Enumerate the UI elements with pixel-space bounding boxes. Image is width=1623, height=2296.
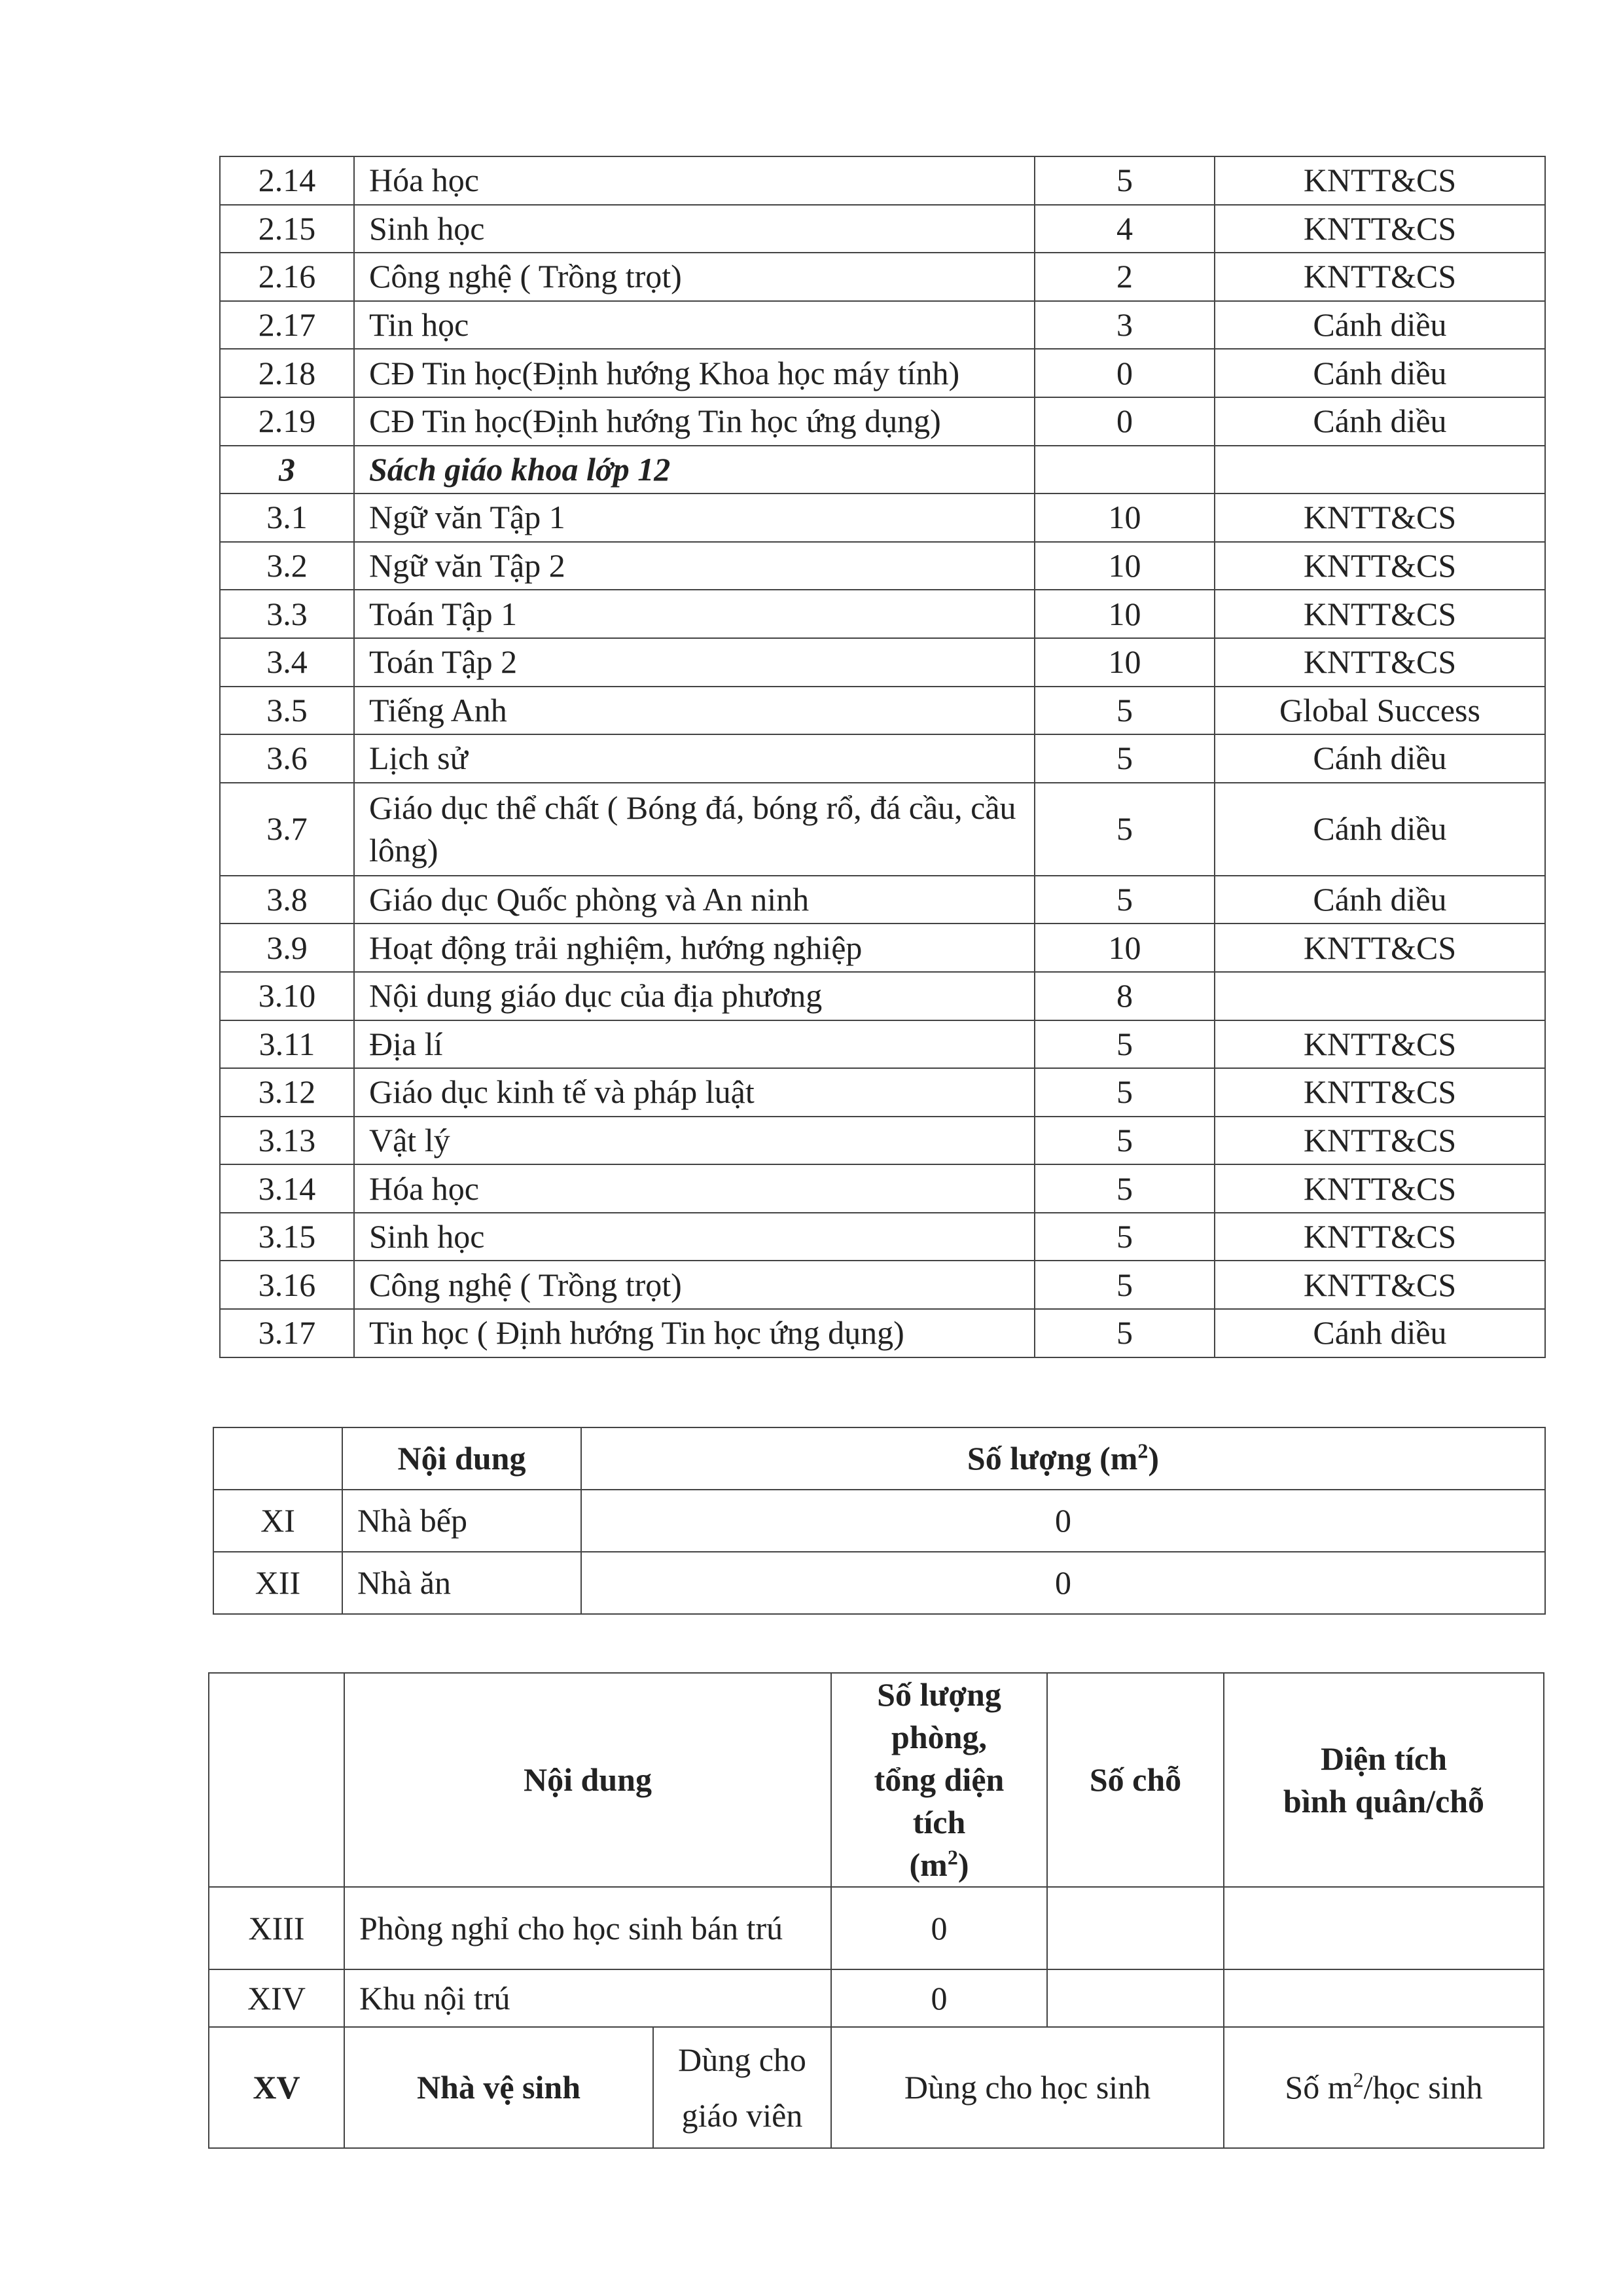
- section-row: [220, 446, 1545, 494]
- toilet-teacher-line2: giáo viên: [681, 2096, 803, 2134]
- row-title: Ngữ văn Tập 2: [354, 542, 1035, 590]
- row-number: 2.17: [220, 301, 354, 350]
- row-number: 3.15: [220, 1213, 354, 1261]
- row-quantity: 5: [1035, 1261, 1215, 1309]
- row-publisher: [1215, 446, 1545, 494]
- row-title: Hóa học: [354, 1164, 1035, 1213]
- row-number: 3.14: [220, 1164, 354, 1213]
- table-row: [220, 1261, 1545, 1309]
- table-row: [220, 876, 1545, 924]
- row-title: Lịch sử: [354, 734, 1035, 783]
- row-number: 3.2: [220, 542, 354, 590]
- row-quantity: 3: [1035, 301, 1215, 350]
- header-content: Nội dung: [344, 1673, 831, 1887]
- row-title: CĐ Tin học(Định hướng Tin học ứng dụng): [354, 397, 1035, 446]
- row-number: 3.10: [220, 972, 354, 1020]
- row-quantity: [1035, 446, 1215, 494]
- row-publisher: [1215, 972, 1545, 1020]
- table-row: [220, 493, 1545, 542]
- table-row: [220, 1117, 1545, 1165]
- row-publisher: Cánh diều: [1215, 349, 1545, 397]
- header-area-line1: Diện tích: [1320, 1740, 1448, 1777]
- toilet-teacher-line1: Dùng cho: [678, 2041, 806, 2078]
- row-content: Khu nội trú: [344, 1969, 831, 2027]
- row-title: Tin học: [354, 301, 1035, 350]
- table-row: [220, 205, 1545, 253]
- header-area: [1224, 1673, 1544, 1887]
- row-quantity: 5: [1035, 1020, 1215, 1069]
- row-quantity: 5: [1035, 783, 1215, 876]
- header-number-cell: [213, 1427, 342, 1490]
- table-row: [220, 1068, 1545, 1117]
- row-title: Giáo dục thể chất ( Bóng đá, bóng rổ, đá cầu, cầu lông): [354, 783, 1035, 876]
- row-publisher: KNTT&CS: [1215, 1117, 1545, 1165]
- row-publisher: KNTT&CS: [1215, 638, 1545, 687]
- row-title: Toán Tập 1: [354, 590, 1035, 638]
- row-number: 3.13: [220, 1117, 354, 1165]
- table-row: [213, 1490, 1545, 1552]
- row-title: Sinh học: [354, 205, 1035, 253]
- table-row: [220, 783, 1545, 876]
- row-quantity: 0: [1035, 349, 1215, 397]
- row-quantity: 0: [1035, 397, 1215, 446]
- row-quantity: 5: [1035, 687, 1215, 735]
- row-title: Địa lí: [354, 1020, 1035, 1069]
- row-quantity: 10: [1035, 638, 1215, 687]
- row-publisher: Cánh diều: [1215, 876, 1545, 924]
- row-publisher: Cánh diều: [1215, 1309, 1545, 1357]
- header-area-line2: bình quân/chỗ: [1283, 1782, 1485, 1820]
- table-row: [220, 687, 1545, 735]
- header-rooms-line2: tổng diện tích: [874, 1761, 1005, 1840]
- row-title: CĐ Tin học(Định hướng Khoa học máy tính): [354, 349, 1035, 397]
- row-content: Phòng nghỉ cho học sinh bán trú: [344, 1887, 831, 1969]
- kitchen-table: [213, 1427, 1546, 1615]
- row-publisher: KNTT&CS: [1215, 205, 1545, 253]
- row-publisher: KNTT&CS: [1215, 1213, 1545, 1261]
- row-title: Hoạt động trải nghiệm, hướng nghiệp: [354, 924, 1035, 972]
- row-quantity: 4: [1035, 205, 1215, 253]
- table-row: [213, 1552, 1545, 1614]
- row-number: XIII: [209, 1887, 344, 1969]
- boarding-table: [208, 1672, 1544, 2149]
- row-publisher: KNTT&CS: [1215, 542, 1545, 590]
- table-row: [209, 1887, 1544, 1969]
- table-row: [220, 1020, 1545, 1069]
- table-row: [220, 590, 1545, 638]
- header-rooms-unit: $(m^2)$: [909, 1845, 969, 1883]
- row-number: 2.19: [220, 397, 354, 446]
- table-row: [220, 638, 1545, 687]
- boarding-header-row: [209, 1673, 1544, 1887]
- row-quantity: 0: [831, 1887, 1047, 1969]
- row-number: 2.18: [220, 349, 354, 397]
- row-quantity: 5: [1035, 1068, 1215, 1117]
- table-row: [220, 349, 1545, 397]
- row-number: 2.15: [220, 205, 354, 253]
- row-number: XI: [213, 1490, 342, 1552]
- row-number: 3.4: [220, 638, 354, 687]
- row-title: Công nghệ ( Trồng trọt): [354, 253, 1035, 301]
- row-title: Sinh học: [354, 1213, 1035, 1261]
- row-publisher: KNTT&CS: [1215, 924, 1545, 972]
- row-publisher: Cánh diều: [1215, 397, 1545, 446]
- row-number: 3.7: [220, 783, 354, 876]
- table-row: [220, 397, 1545, 446]
- table-row: [220, 1213, 1545, 1261]
- table-row: [220, 924, 1545, 972]
- row-title: Vật lý: [354, 1117, 1035, 1165]
- row-title: Nội dung giáo dục của địa phương: [354, 972, 1035, 1020]
- row-area: [1224, 1887, 1544, 1969]
- toilet-per-student: Số $m^2$/học sinh: [1224, 2027, 1544, 2148]
- row-quantity: 10: [1035, 542, 1215, 590]
- row-quantity: 10: [1035, 493, 1215, 542]
- table-row: [220, 734, 1545, 783]
- row-title: Công nghệ ( Trồng trọt): [354, 1261, 1035, 1309]
- row-number: 3.9: [220, 924, 354, 972]
- row-quantity: 2: [1035, 253, 1215, 301]
- row-title: Hóa học: [354, 156, 1035, 205]
- row-number: 3.3: [220, 590, 354, 638]
- row-title: Sách giáo khoa lớp 12: [354, 446, 1035, 494]
- toilet-label: Nhà vệ sinh: [344, 2027, 653, 2148]
- row-number: 3.16: [220, 1261, 354, 1309]
- header-seats: Số chỗ: [1047, 1673, 1224, 1887]
- row-number: 2.14: [220, 156, 354, 205]
- row-number: 3.12: [220, 1068, 354, 1117]
- table-row: [220, 542, 1545, 590]
- row-number: 3: [220, 446, 354, 494]
- header-number-cell: [209, 1673, 344, 1887]
- toilet-student: Dùng cho học sinh: [831, 2027, 1224, 2148]
- row-publisher: KNTT&CS: [1215, 1020, 1545, 1069]
- row-quantity: 0: [581, 1552, 1545, 1614]
- toilet-row: [209, 2027, 1544, 2148]
- table-row: [220, 1164, 1545, 1213]
- row-number: 3.6: [220, 734, 354, 783]
- toilet-teacher: [653, 2027, 831, 2148]
- table-row: [220, 156, 1545, 205]
- row-quantity: 5: [1035, 1309, 1215, 1357]
- header-content: Nội dung: [342, 1427, 581, 1490]
- row-publisher: Cánh diều: [1215, 783, 1545, 876]
- row-title: Toán Tập 2: [354, 638, 1035, 687]
- row-publisher: KNTT&CS: [1215, 590, 1545, 638]
- textbook-table: [219, 156, 1546, 1358]
- row-number: 2.16: [220, 253, 354, 301]
- row-quantity: 10: [1035, 590, 1215, 638]
- row-quantity: 5: [1035, 1213, 1215, 1261]
- row-content: Nhà bếp: [342, 1490, 581, 1552]
- row-publisher: KNTT&CS: [1215, 1164, 1545, 1213]
- row-area: [1224, 1969, 1544, 2027]
- table-row: [220, 1309, 1545, 1357]
- row-title: Giáo dục Quốc phòng và An ninh: [354, 876, 1035, 924]
- row-publisher: KNTT&CS: [1215, 253, 1545, 301]
- row-quantity: 5: [1035, 734, 1215, 783]
- row-publisher: KNTT&CS: [1215, 1068, 1545, 1117]
- table-row: [209, 1969, 1544, 2027]
- row-title: Giáo dục kinh tế và pháp luật: [354, 1068, 1035, 1117]
- row-quantity: 10: [1035, 924, 1215, 972]
- row-number: XII: [213, 1552, 342, 1614]
- row-number: 3.5: [220, 687, 354, 735]
- row-publisher: Cánh diều: [1215, 734, 1545, 783]
- row-quantity: 0: [831, 1969, 1047, 2027]
- row-seats: [1047, 1969, 1224, 2027]
- row-quantity: 5: [1035, 1117, 1215, 1165]
- row-publisher: Cánh diều: [1215, 301, 1545, 350]
- table-row: [220, 253, 1545, 301]
- row-quantity: 5: [1035, 1164, 1215, 1213]
- header-rooms-line1: Số lượng phòng,: [877, 1676, 1001, 1755]
- row-quantity: 5: [1035, 156, 1215, 205]
- row-quantity: 5: [1035, 876, 1215, 924]
- header-rooms: [831, 1673, 1047, 1887]
- row-title: Ngữ văn Tập 1: [354, 493, 1035, 542]
- row-number: 3.17: [220, 1309, 354, 1357]
- row-number: 3.8: [220, 876, 354, 924]
- toilet-number: XV: [209, 2027, 344, 2148]
- row-number: 3.1: [220, 493, 354, 542]
- row-number: 3.11: [220, 1020, 354, 1069]
- row-number: XIV: [209, 1969, 344, 2027]
- header-quantity: Số lượng $(m^2)$: [581, 1427, 1545, 1490]
- row-quantity: 0: [581, 1490, 1545, 1552]
- row-content: Nhà ăn: [342, 1552, 581, 1614]
- row-title: Tiếng Anh: [354, 687, 1035, 735]
- row-publisher: KNTT&CS: [1215, 493, 1545, 542]
- row-publisher: KNTT&CS: [1215, 156, 1545, 205]
- row-publisher: KNTT&CS: [1215, 1261, 1545, 1309]
- kitchen-header-row: [213, 1427, 1545, 1490]
- row-seats: [1047, 1887, 1224, 1969]
- table-row: [220, 972, 1545, 1020]
- row-publisher: Global Success: [1215, 687, 1545, 735]
- table-row: [220, 301, 1545, 350]
- row-title: Tin học ( Định hướng Tin học ứng dụng): [354, 1309, 1035, 1357]
- row-quantity: 8: [1035, 972, 1215, 1020]
